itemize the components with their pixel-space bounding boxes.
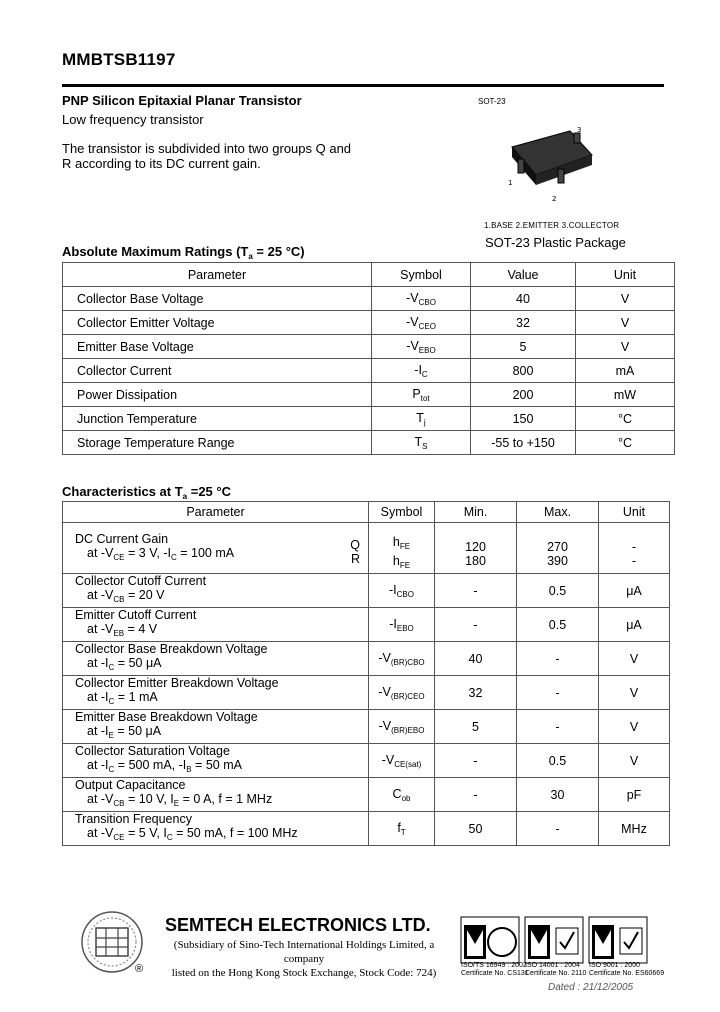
pin-2-label: 2 xyxy=(552,195,557,203)
table-row xyxy=(63,642,670,676)
param-cell: Collector Emitter Voltage xyxy=(63,311,372,335)
table-row xyxy=(63,407,675,431)
package-name: SOT-23 Plastic Package xyxy=(485,235,626,250)
value-cell: 40 xyxy=(471,287,576,311)
param-cell: Power Dissipation xyxy=(63,383,372,407)
unit-cell: V xyxy=(599,676,670,710)
param-cell: Storage Temperature Range xyxy=(63,431,372,455)
table-row xyxy=(63,311,675,335)
table-row xyxy=(63,710,670,744)
cert-1-number: Certificate No. CS131 xyxy=(461,970,529,977)
unit-cell: V xyxy=(599,710,670,744)
value-cell: -55 to +150 xyxy=(471,431,576,455)
header-value: Value xyxy=(471,263,576,287)
symbol-cell: $C_{ob}$ xyxy=(369,778,435,812)
header-unit: Unit xyxy=(576,263,675,287)
max-cell: - xyxy=(517,642,599,676)
unit-cell: V xyxy=(599,744,670,778)
characteristics-title: Characteristics at $T_a =25$ °C xyxy=(62,484,231,501)
unit-cell: °C xyxy=(576,407,675,431)
symbol-cell: $T_S$ xyxy=(372,431,471,455)
cert-3-standard: ISO 9001 : 2000 xyxy=(589,962,640,969)
unit-cell: μA xyxy=(599,574,670,608)
symbol-cell: $-I_C$ xyxy=(372,359,471,383)
symbol-cell: $-V_{CEO}$ xyxy=(372,311,471,335)
registered-mark: ® xyxy=(135,963,144,975)
header-parameter: Parameter xyxy=(63,502,369,523)
value-cell: 150 xyxy=(471,407,576,431)
table-row xyxy=(63,744,670,778)
symbol-cell: $-I_{CBO}$ xyxy=(369,574,435,608)
unit-cell: V xyxy=(576,287,675,311)
symbol-cell: $T_j$ xyxy=(372,407,471,431)
max-cell: 0.5 xyxy=(517,744,599,778)
pin-3-label: 3 xyxy=(577,126,582,134)
company-subsidiary-note: (Subsidiary of Sino-Tech International Holdings Limited, a company listed on the Hong Kong Stock Exchange, Stock Code: 724) xyxy=(171,939,437,979)
table-row xyxy=(63,608,670,642)
abs-max-table xyxy=(62,262,675,455)
pin-1-label: 1 xyxy=(508,179,513,187)
min-cell: 50 xyxy=(435,812,517,846)
symbol-cell: $-V_{(BR)CBO}$ xyxy=(369,642,435,676)
part-number: MMBTSB1197 xyxy=(62,50,176,69)
min-cell: 40 xyxy=(435,642,517,676)
symbol-cell: $-V_{CE(sat)}$ xyxy=(369,744,435,778)
unit-cell: V xyxy=(576,311,675,335)
unit-cell: V xyxy=(599,642,670,676)
group-note-line-1: The transistor is subdivided into two groups Q and xyxy=(62,141,352,156)
min-cell: 5 xyxy=(435,710,517,744)
max-cell: - xyxy=(517,710,599,744)
unit-cell: V xyxy=(576,335,675,359)
table-row xyxy=(63,523,670,574)
param-cell: Transition Frequency at $-V_{CE} = 5$ V, $I_C = 50$ mA, f = 100 MHz xyxy=(63,812,369,846)
value-cell: 32 xyxy=(471,311,576,335)
param-cell: Emitter Base Breakdown Voltage at $-I_E = 50$ μA xyxy=(63,710,369,744)
cert-3-number: Certificate No. ES60669 xyxy=(589,970,665,977)
group-note-line-2: R according to its DC current gain. xyxy=(62,156,261,171)
min-cell: - xyxy=(435,778,517,812)
unit-cell: - - xyxy=(599,523,670,574)
max-cell: 0.5 xyxy=(517,574,599,608)
symbol-cell: $-I_{EBO}$ xyxy=(369,608,435,642)
value-cell: 5 xyxy=(471,335,576,359)
value-cell: 800 xyxy=(471,359,576,383)
symbol-cell: $-V_{(BR)CEO}$ xyxy=(369,676,435,710)
min-cell: 32 xyxy=(435,676,517,710)
header-rule xyxy=(62,84,664,87)
table-row xyxy=(63,676,670,710)
unit-cell: pF xyxy=(599,778,670,812)
header-parameter: Parameter xyxy=(63,263,372,287)
symbol-cell: $f_T$ xyxy=(369,812,435,846)
table-row xyxy=(63,431,675,455)
max-cell: 270 390 xyxy=(517,523,599,574)
unit-cell: mW xyxy=(576,383,675,407)
table-row xyxy=(63,335,675,359)
cert-2-standard: ISO 14001 : 2004 xyxy=(525,962,580,969)
dated-label: Dated : 21/12/2005 xyxy=(548,982,634,993)
param-cell: Collector Emitter Breakdown Voltage at $-I_C = 1$ mA xyxy=(63,676,369,710)
param-cell: DC Current Gain at $-V_{CE} = 3$ V, $-I_C = 100$ mA Q R xyxy=(63,523,369,574)
unit-cell: MHz xyxy=(599,812,670,846)
table-row xyxy=(63,383,675,407)
cert-2-number: Certificate No. 2110 xyxy=(525,970,587,977)
param-cell: Collector Cutoff Current at $-V_{CB} = 20$ V xyxy=(63,574,369,608)
param-cell: Emitter Cutoff Current at $-V_{EB} = 4$ V xyxy=(63,608,369,642)
cert-logo-3-icon xyxy=(588,916,648,964)
symbol-cell: $-V_{EBO}$ xyxy=(372,335,471,359)
min-cell: 120 180 xyxy=(435,523,517,574)
device-description: Low frequency transistor xyxy=(62,112,204,127)
param-cell: Collector Saturation Voltage at $-I_C = 500$ mA, $-I_B = 50$ mA xyxy=(63,744,369,778)
max-cell: - xyxy=(517,812,599,846)
table-row xyxy=(63,287,675,311)
param-cell: Collector Current xyxy=(63,359,372,383)
table-row xyxy=(63,812,670,846)
package-small-label: SOT-23 xyxy=(478,97,506,106)
symbol-cell: $-V_{CBO}$ xyxy=(372,287,471,311)
company-name: SEMTECH ELECTRONICS LTD. xyxy=(165,915,431,935)
device-subtitle: PNP Silicon Epitaxial Planar Transistor xyxy=(62,93,302,108)
header-symbol: Symbol xyxy=(372,263,471,287)
unit-cell: μA xyxy=(599,608,670,642)
param-cell: Output Capacitance at $-V_{CB} = 10$ V, $I_E = 0$ A, f = 1 MHz xyxy=(63,778,369,812)
characteristics-table xyxy=(62,501,670,846)
param-cell: Collector Base Voltage xyxy=(63,287,372,311)
table-header-row xyxy=(63,263,675,287)
min-cell: - xyxy=(435,744,517,778)
min-cell: - xyxy=(435,608,517,642)
table-row xyxy=(63,574,670,608)
symbol-cell: $P_{tot}$ xyxy=(372,383,471,407)
value-cell: 200 xyxy=(471,383,576,407)
max-cell: 30 xyxy=(517,778,599,812)
cert-1-standard: ISO/TS 16949 : 2002 xyxy=(461,962,527,969)
max-cell: - xyxy=(517,676,599,710)
sot23-package-drawing xyxy=(500,125,600,205)
symbol-cell: $-V_{(BR)EBO}$ xyxy=(369,710,435,744)
param-cell: Junction Temperature xyxy=(63,407,372,431)
unit-cell: °C xyxy=(576,431,675,455)
header-unit: Unit xyxy=(599,502,670,523)
header-min: Min. xyxy=(435,502,517,523)
cert-logo-1-icon xyxy=(460,916,520,964)
package-pin-legend: 1.BASE 2.EMITTER 3.COLLECTOR xyxy=(484,221,620,230)
cert-logo-2-icon xyxy=(524,916,584,964)
symbol-cell: $h_{FE}$ $h_{FE}$ xyxy=(369,523,435,574)
unit-cell: mA xyxy=(576,359,675,383)
max-cell: 0.5 xyxy=(517,608,599,642)
table-row xyxy=(63,778,670,812)
header-symbol: Symbol xyxy=(369,502,435,523)
param-cell: Emitter Base Voltage xyxy=(63,335,372,359)
table-header-row xyxy=(63,502,670,523)
abs-max-title: Absolute Maximum Ratings ($T_a = 25$ °C) xyxy=(62,244,305,261)
min-cell: - xyxy=(435,574,517,608)
table-row xyxy=(63,359,675,383)
param-cell: Collector Base Breakdown Voltage at $-I_C = 50$ μA xyxy=(63,642,369,676)
header-max: Max. xyxy=(517,502,599,523)
